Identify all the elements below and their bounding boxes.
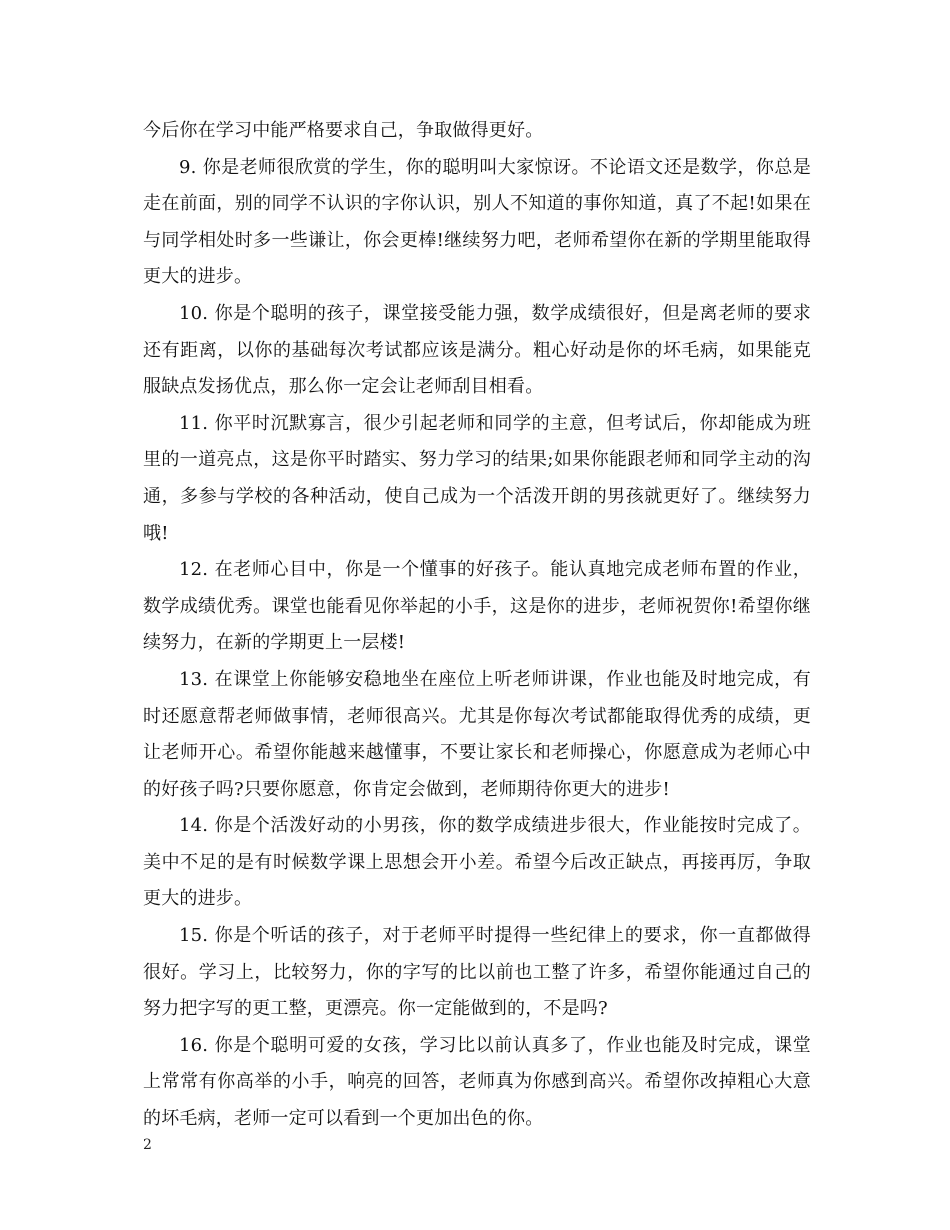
comment-paragraph-9: 9. 你是老师很欣赏的学生，你的聪明叫大家惊讶。不论语文还是数学，你总是走在前面，别的同学不认识的字你认识，别人不知道的事你知道，真了不起!如果在与同学相处时多一些谦让，你会更棒!继续努力吧，老师希望你在新的学期里能取得更大的进步。 [143,156,811,288]
comment-paragraph-14: 14. 你是个活泼好动的小男孩，你的数学成绩进步很大，作业能按时完成了。美中不足的是有时候数学课上思想会开小差。希望今后改正缺点，再接再厉，争取更大的进步。 [143,815,811,910]
comment-paragraph-10: 10. 你是个聪明的孩子，课堂接受能力强，数学成绩很好，但是离老师的要求还有距离，以你的基础每次考试都应该是满分。粗心好动是你的坏毛病，如果能克服缺点发扬优点，那么你一定会让老师刮目相看。 [143,302,811,398]
paragraph-continuation: 今后你在学习中能严格要求自己，争取做得更好。 [143,120,544,141]
comment-paragraph-16: 16. 你是个聪明可爱的女孩，学习比以前认真多了，作业也能及时完成，课堂上常常有你高举的小手，响亮的回答，老师真为你感到高兴。希望你改掉粗心大意的坏毛病，老师一定可以看到一个更加出色的你。 [143,1034,811,1130]
page-number: 2 [143,1137,152,1153]
document-body [143,113,811,1138]
comment-paragraph-11: 11. 你平时沉默寡言，很少引起老师和同学的主意，但考试后，你却能成为班里的一道亮点，这是你平时踏实、努力学习的结果;如果你能跟老师和同学主动的沟通，多参与学校的各种活动，使自己成为一个活泼开朗的男孩就更好了。继续努力哦! [143,412,811,544]
comment-paragraph-12: 12. 在老师心目中，你是一个懂事的好孩子。能认真地完成老师布置的作业，数学成绩优秀。课堂也能看见你举起的小手，这是你的进步，老师祝贺你!希望你继续努力，在新的学期更上一层楼! [143,559,811,654]
comment-paragraph-15: 15. 你是个听话的孩子，对于老师平时提得一些纪律上的要求，你一直都做得很好。学习上，比较努力，你的字写的比以前也工整了许多，希望你能通过自己的努力把字写的更工整，更漂亮。你一定能做到的，不是吗? [143,925,811,1020]
comment-paragraph-13: 13. 在课堂上你能够安稳地坐在座位上听老师讲课，作业也能及时地完成，有时还愿意帮老师做事情，老师很高兴。尤其是你每次考试都能取得优秀的成绩，更让老师开心。希望你能越来越懂事，不要让家长和老师操心，你愿意成为老师心中的好孩子吗?只要你愿意，你肯定会做到，老师期待你更大的进步! [143,668,811,800]
